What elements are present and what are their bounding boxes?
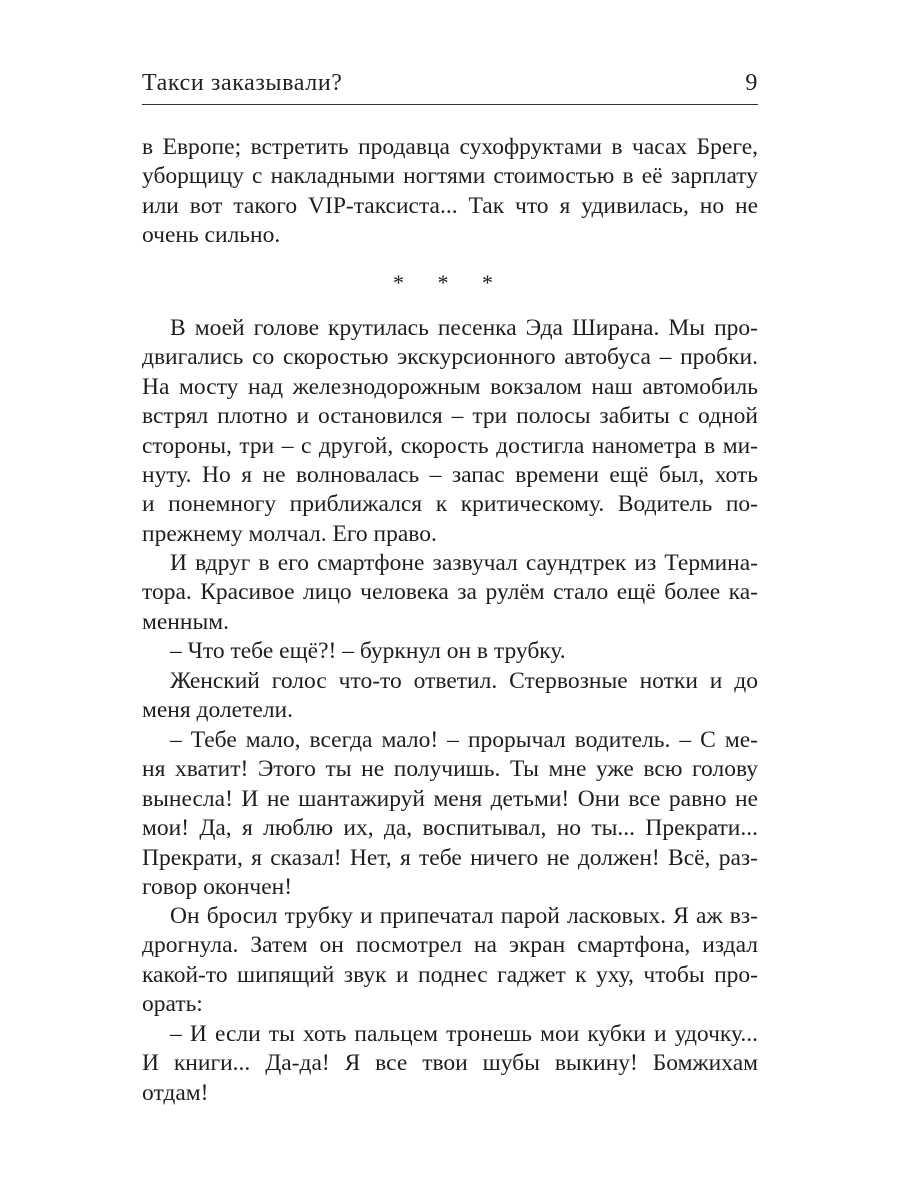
text-line: ня хватит! Этого ты не получишь. Ты мне уже всю голову xyxy=(142,756,758,783)
text-line: прежнему молчал. Его право. xyxy=(142,520,437,547)
paragraph xyxy=(142,902,758,1020)
text-line: вынесла! И не шантажируй меня детьми! Они все равно не xyxy=(142,785,758,812)
text-line: какой-то шипящий звук и поднес гаджет к уху, чтобы про- xyxy=(142,961,758,988)
text-line: И книги... Да-да! Я все твои шубы выкину! Бомжихам xyxy=(142,1050,758,1077)
text-line: уборщицу с накладными ногтями стоимостью в её зарплату xyxy=(142,163,758,190)
chapter-title: Такси заказывали? xyxy=(142,70,343,96)
text-line: В моей голове крутилась песенка Эда Ширана. Мы про- xyxy=(170,315,758,341)
text-line: отдам! xyxy=(142,1079,209,1106)
dialogue-line xyxy=(142,637,758,666)
text-line: – И если ты хоть пальцем тронешь мои кубки и удочку... xyxy=(170,1021,758,1047)
text-line: в Европе; встретить продавца сухофруктами в часах Бреге, xyxy=(142,134,758,160)
header-rule xyxy=(142,104,758,105)
text-line: Он бросил трубку и припечатал парой ласковых. Я аж вз- xyxy=(170,903,758,929)
text-line: Женский голос что-то ответил. Стервозные нотки и до xyxy=(170,668,758,694)
dialogue-paragraph xyxy=(142,1020,758,1108)
text-line: И вдруг в его смартфоне зазвучал саундтрек из Термина- xyxy=(170,550,758,576)
text-line: стороны, три – с другой, скорость достигла нанометра в ми- xyxy=(142,432,758,459)
text-line: Прекрати, я сказал! Нет, я тебе ничего не должен! Всё, раз- xyxy=(142,844,758,871)
text-line: орать: xyxy=(142,991,203,1018)
text-line: дрогнула. Затем он посмотрел на экран смартфона, издал xyxy=(142,932,758,959)
section-break: * * * xyxy=(393,270,507,295)
text-line: нуту. Но я не волновалась – запас времени ещё был, хоть xyxy=(142,461,758,488)
dialogue-paragraph xyxy=(142,726,758,902)
text-line: На мосту над железнодорожным вокзалом наш автомобиль xyxy=(142,373,758,400)
paragraph xyxy=(142,314,758,549)
paragraph xyxy=(142,549,758,637)
text-line: двигались со скоростью экскурсионного автобуса – пробки. xyxy=(142,344,758,371)
text-line: меня долетели. xyxy=(142,697,293,724)
text-line: встрял плотно и остановился – три полосы забиты с одной xyxy=(142,403,758,430)
page-number: 9 xyxy=(745,70,758,96)
text-line: или вот такого VIP-таксиста... Так что я удивилась, но не xyxy=(142,192,758,219)
text-line: и понемногу приближался к критическому. Водитель по- xyxy=(142,491,758,518)
running-head xyxy=(142,70,758,106)
text-line: мои! Да, я люблю их, да, воспитывал, но ты... Прекрати... xyxy=(142,815,758,842)
text-line: менным. xyxy=(142,608,229,635)
paragraph xyxy=(142,667,758,726)
text-line: очень сильно. xyxy=(142,222,281,249)
paragraph-continuation xyxy=(142,133,758,251)
text-line: говор окончен! xyxy=(142,873,293,900)
text-line: тора. Красивое лицо человека за рулём стало ещё более ка- xyxy=(142,579,758,606)
text-line: – Тебе мало, всегда мало! – прорычал водитель. – С ме- xyxy=(170,727,758,753)
text-line: – Что тебе ещё?! – буркнул он в трубку. xyxy=(170,638,566,664)
